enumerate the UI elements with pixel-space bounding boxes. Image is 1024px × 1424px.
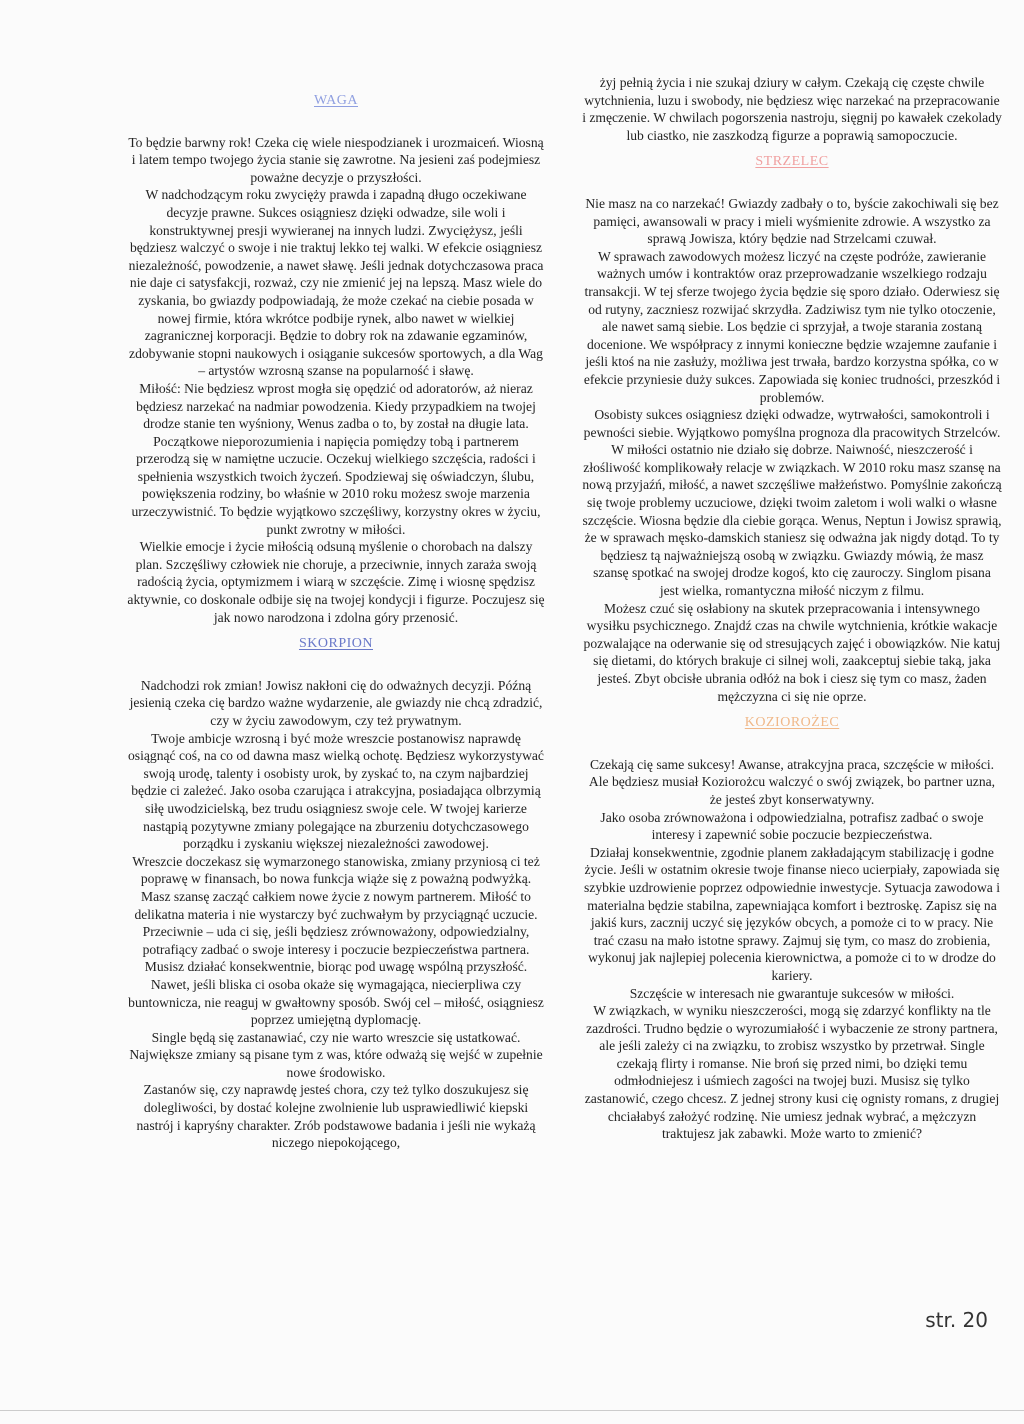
strzelec-paragraph: Możesz czuć się osłabiony na skutek przepracowania i intensywnego wysiłku psychicznego. Znajdź czas na chwile wytchnienia, krótkie wakacje pozwalające na oderwanie się od stresujących zajęć i obowiązków. Nie katuj się dietami, do których brakuje ci silnej woli, zaakceptuj siebie taką, jaka jesteś. Zbyt obcisłe ubrania odłóż na bok i ciesz się tym co masz, żaden mężczyzna ci się nie oprze. — [583, 600, 1001, 704]
strzelec-paragraph: W sprawach zawodowych możesz liczyć na częste podróże, zawieranie ważnych umów i kontraktów oraz przeprowadzanie wszelkiego rodzaju transakcji. W tej sferze twojego życia będzie się sporo działo. Oderwiesz się od rutyny, zaczniesz rozwijać skrzydła. Zadziwisz tym nie tylko otoczenie, ale nawet samą siebie. Los będzie ci sprzyjał, a twoje starania zostaną docenione. We współpracy z innymi konieczne będzie wzajemne zaufanie i jeśli ktoś na nie zasłuży, możliwa jest trwała, bardzo korzystna spółka, co w efekcie przyniesie duży sukces. Zapowiada się koniec trudności, przeszkód i problemów. — [583, 248, 1001, 405]
waga-paragraph: W nadchodzącym roku zwycięży prawda i zapadną długo oczekiwane decyzje prawne. Sukces osiągniesz dzięki odwadze, sile woli i konstruktywnej presji wywieranej na innych ludzi. Zwyciężysz, jeśli będziesz walczyć o swoje i nie traktuj lekko tej walki. W efekcie osiągniesz niezależność, powodzenie, a nawet sławę. Jeśli jednak dotychczasowa praca nie daje ci satysfakcji, rozważ, czy nie zmienić jej na lepszą. Masz wiele do zyskania, bo gwiazdy podpowiadają, że może czekać na ciebie posada w nowej firmie, która wkrótce podbije rynek, albo nawet w wielkiej zagranicznej korporacji. Będzie to dobry rok na zdawanie egzaminów, zdobywanie stopni naukowych i osiąganie sukcesów sportowych, a dla Wag – artystów wzrosną szanse na popularność i sławę. — [128, 187, 544, 379]
skorpion-paragraph: Masz szansę zacząć całkiem nowe życie z nowym partnerem. Miłość to delikatna materia i nie wystarczy być zuchwałym by przyciągnąć uczucie. Przeciwnie – uda ci się, jeśli będziesz zrównoważony, odpowiedzialny, potrafiący zadbać o swoje interesy i poczucie bezpieczeństwa partnera. Musisz działać konsekwentnie, biorąc pod uwagę wspólną przyszłość. — [134, 888, 538, 975]
strzelec-paragraph: Osobisty sukces osiągniesz dzięki odwadze, wytrwałości, samokontroli i pewności siebie. Wyjątkowo pomyślna prognoza dla pracowitych Strzelców. — [583, 407, 1001, 440]
skorpion-paragraph: Nadchodzi rok zmian! Jowisz nakłoni cię do odważnych decyzji. Późną jesienią czeka cię bardzo ważne wydarzenie, ale gwiazdy nie chcą zdradzić, czy w życiu zawodowym, czy też prywatnym. — [129, 677, 543, 728]
page-number: str. 20 — [925, 1308, 988, 1332]
skorpion-paragraph: Wreszcie doczekasz się wymarzonego stanowiska, zmiany przyniosą ci też poprawę w finansach, bo nowa funkcja wiąże się z poważną podwyżką. — [132, 853, 540, 887]
sign-title-strzelec: STRZELEC — [755, 154, 829, 170]
waga-paragraph: To będzie barwny rok! Czeka cię wiele niespodzianek i urozmaiceń. Wiosną i latem tempo twojego życia stanie się zawrotne. Na jesieni zaś podejmiesz poważne decyzje o przyszłości. — [128, 134, 544, 185]
strzelec-paragraph: Nie masz na co narzekać! Gwiazdy zadbały o to, byście zakochiwali się bez pamięci, awansowali w pracy i mieli wyśmienite zdrowie. A wszystko za sprawą Jowisza, który będzie nad Strzelcami czuwał. — [585, 195, 999, 247]
koziorozec-paragraph: Czekają cię same sukcesy! Awanse, atrakcyjna praca, szczęście w miłości. Ale będziesz musiał Koziorożcu walczyć o swój związek, bo partner uzna, że jesteś zbyt konserwatywny. — [588, 756, 996, 807]
skorpion-paragraph: Zastanów się, czy naprawdę jesteś chora, czy też tylko doszukujesz się dolegliwości, by dostać kolejne zwolnienie lub usprawiedliwić kiepski nastrój i kapryśny charakter. Zrób podstawowe badania i jeśli nie wykażą niczego niepokojącego, — [136, 1082, 536, 1151]
strzelec-paragraph: W miłości ostatnio nie działo się dobrze. Naiwność, nieszczerość i złośliwość komplikowały relacje w związkach. W 2010 roku masz szansę na nową przyjaźń, miłość, a nawet szczęśliwe małżeństwo. Pomyślnie zakończą się twoje problemy uczuciowe, dzięki twoim zaletom i woli walki o własne szczęście. Wiosna będzie dla ciebie gorąca. Wenus, Neptun i Jowisz sprawią, że w sprawach męsko-damskich staniesz się odważna jak nigdy dotąd. To ty będziesz tą najważniejszą osobą w związku. Gwiazdy mówią, że masz szansę spotkać na swojej drodze kogoś, kto cię zauroczy. Singlom pisana jest wielka, romantyczna miłość niczym z filmu. — [582, 442, 1002, 599]
sign-title-koziorozec: KOZIOROŻEC — [744, 715, 840, 731]
skorpion-paragraph: Twoje ambicje wzrosną i być może wreszcie postanowisz naprawdę osiągnąć coś, na co od dawna masz wielką ochotę. Będziesz wykorzystywać swoją urodę, talenty i osobisty urok, by zyskać to, na czym najbardziej będzie ci zależeć. Jako osoba czarująca i atrakcyjna, posiadająca olbrzymią siłę uwodzicielską, bez trudu osiągniesz swoje cele. W twojej karierze nastąpią pozytywne zmiany polegające na zburzeniu dotychczasowego porządku i zyskaniu większej niezależności zawodowej. — [128, 730, 544, 852]
sign-title-waga: WAGA — [314, 93, 358, 108]
skorpion-paragraph: Nawet, jeśli bliska ci osoba okaże się wymagająca, niecierpliwa czy buntownicza, nie reaguj w gwałtowny sposób. Swój cel – miłość, osiągniesz poprzez umiejętną dyplomację. — [128, 976, 544, 1028]
koziorozec-paragraph: W związkach, w wyniku nieszczerości, mogą się zdarzyć konflikty na tle zazdrości. Trudno będzie o wyrozumiałość i wybaczenie ze strony partnera, ale jeśli zależy ci na związku, to zrobisz wszystko by przetrwał. Single czekają flirty i romanse. Nie broń się przed nimi, bo dzięki temu odmłodniejesz i uśmiech zagości na twojej buzi. Musisz się tylko zastanowić, czego chcesz. Z jednej strony kusi cię ognisty romans, z drugiej chciałabyś założyć rodzinę. Nie umiesz jednak wybrać, a mężczyzn traktujesz jak zabawki. Może warto to zmienić? — [584, 1003, 1000, 1142]
sign-title-skorpion: SKORPION — [298, 636, 373, 652]
continued-paragraph: żyj pełnią życia i nie szukaj dziury w całym. Czekają cię częste chwile wytchnienia, luzu i swobody, nie będziesz więc narzekać na przepracowanie i zmęczenie. W chwilach pogorszenia nastroju, sięgnij po kawałek czekolady lub ciastko, nie zaszkodzą figurze a poprawią samopoczucie. — [582, 75, 1002, 143]
scan-edge-divider — [0, 1410, 1024, 1411]
right-column — [582, 74, 1002, 1143]
koziorozec-paragraph: Szczęście w interesach nie gwarantuje sukcesów w miłości. — [629, 985, 955, 1001]
waga-paragraph: Miłość: Nie będziesz wprost mogła się opędzić od adoratorów, aż nieraz będziesz narzekać na nadmiar powodzenia. Kiedy przypadkiem na twojej drodze stanie ten wyśniony, Wenus zadba o to, by został na długie lata. Początkowe nieporozumienia i napięcia pomiędzy tobą i partnerem przerodzą się w namiętne uczucie. Oczekuj wielkiego szczęścia, radości i spełnienia wszystkich twoich życzeń. Spodziewaj się oświadczyn, ślubu, powiększenia rodziny, bo właśnie w 2010 roku możesz swoje marzenia urzeczywistnić. To będzie wyjątkowo szczęśliwy, korzystny okres w życiu, punkt zwrotny w miłości. — [131, 380, 541, 537]
koziorozec-paragraph: Jako osoba zrównoważona i odpowiedzialna, potrafisz zadbać o swoje interesy i zapewnić sobie poczucie bezpieczeństwa. — [600, 809, 984, 843]
skorpion-paragraph: Single będą się zastanawiać, czy nie warto wreszcie się ustatkować. Największe zmiany są pisane tym z was, które odważą się wejść w zupełnie nowe środowisko. — [129, 1029, 543, 1080]
koziorozec-paragraph: Działaj konsekwentnie, zgodnie planem zakładającym stabilizację i godne życie. Jeśli w ostatnim okresie twoje finanse nieco ucierpiały, zapowiada się szybkie uzdrowienie poprzez odpowiednie inwestycje. Sytuacja zawodowa i materialna będzie stabilna, zapewniająca komfort i beztroskę. Zapisz się na jakiś kurs, zacznij uczyć się języków obcych, a pomoże ci to w pracy. Nie trać czasu na mało istotne sprawy. Zajmuj się tym, co masz do zrobienia, wykonuj jak najlepiej polecenia kierownictwa, a pomoże ci to w drodze do kariery. — [584, 844, 1000, 983]
left-column — [126, 92, 546, 1152]
waga-paragraph: Wielkie emocje i życie miłością odsuną myślenie o chorobach na dalszy plan. Szczęśliwy człowiek nie choruje, a przeciwnie, innych zaraża swoją radością życia, optymizmem i wiarą w szczęście. Zimę i wiosnę spędzisz aktywnie, co doskonale odbije się na twojej kondycji i figurze. Poczujesz się jak nowo narodzona i zdolna góry przenosić. — [127, 539, 545, 625]
